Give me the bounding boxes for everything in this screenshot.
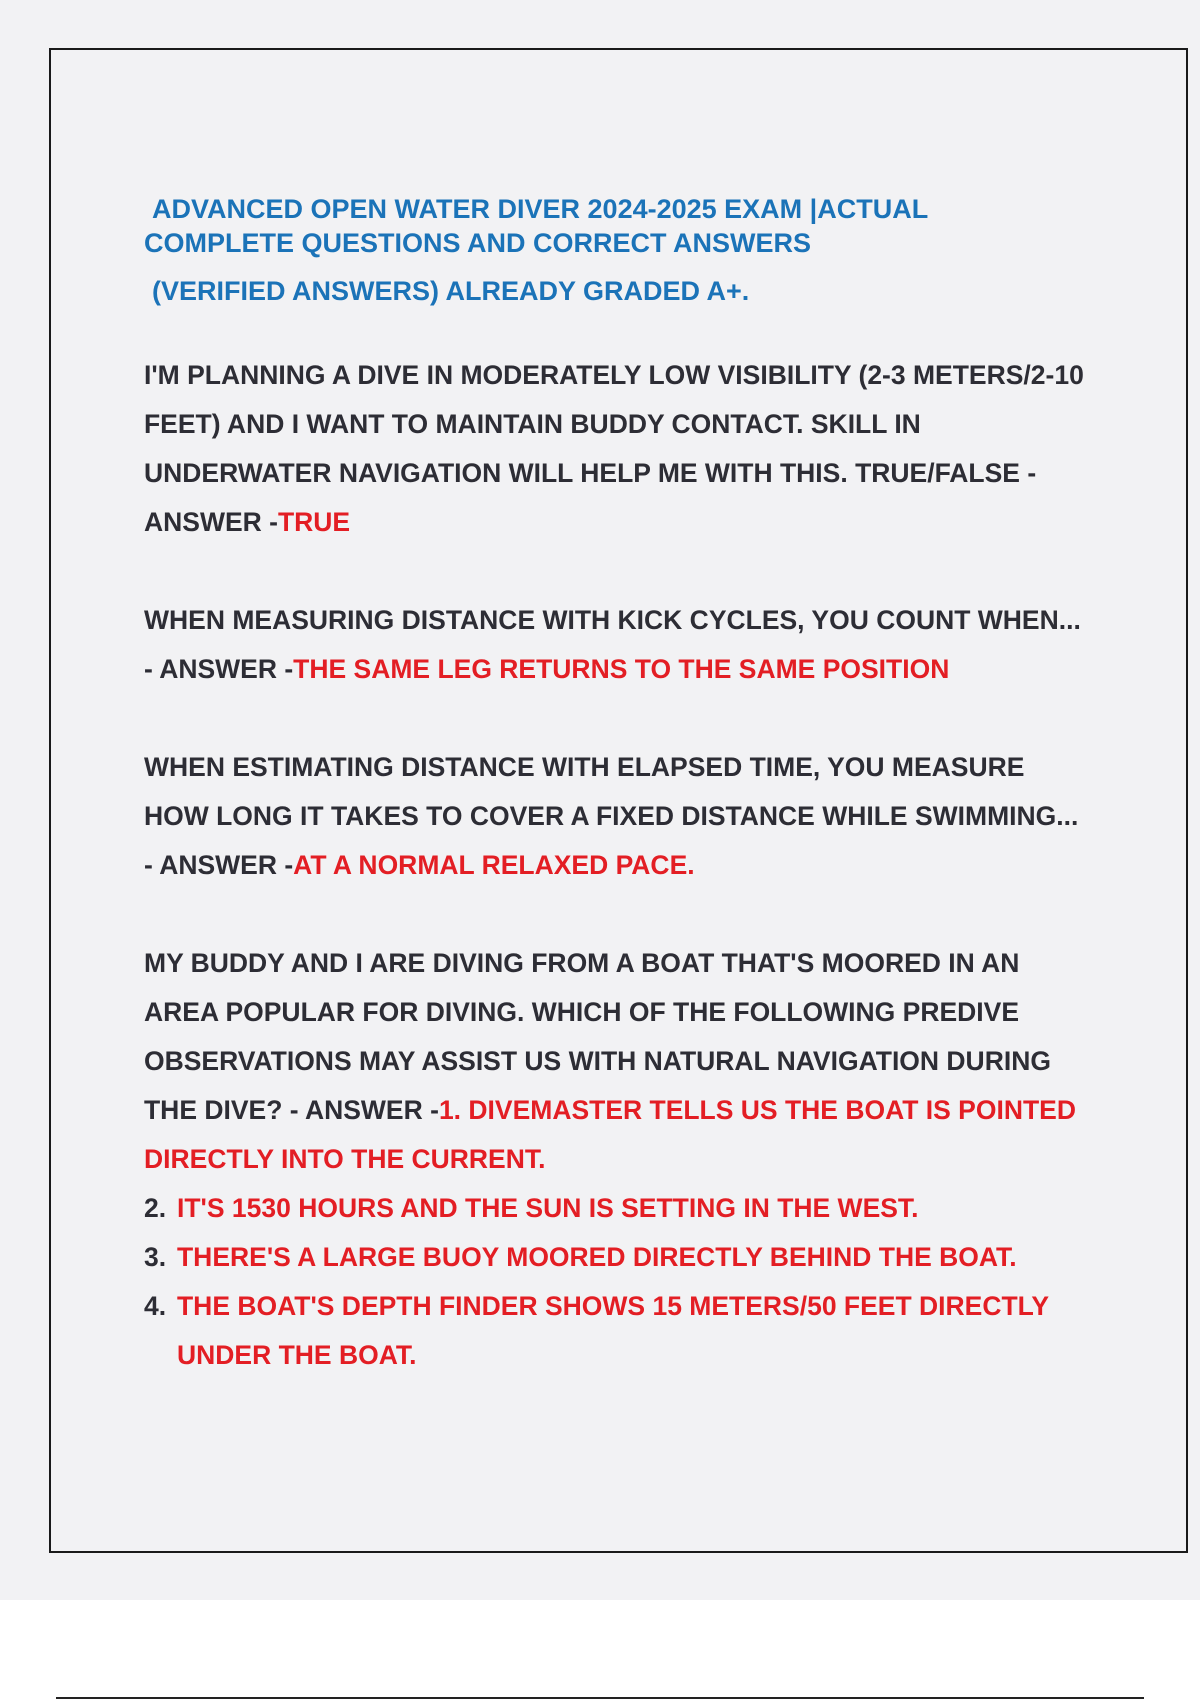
question-4 (144, 939, 1094, 1380)
answer-1: TRUE (277, 507, 351, 537)
answer-list-item (144, 1282, 1094, 1380)
question-2-text: WHEN MEASURING DISTANCE WITH KICK CYCLES, YOU COUNT WHEN... - ANSWER - (144, 605, 1081, 684)
bottom-divider (56, 1697, 1144, 1699)
list-number: 2. (144, 1193, 167, 1223)
list-number: 3. (144, 1242, 167, 1272)
list-text: THERE'S A LARGE BUOY MOORED DIRECTLY BEHIND THE BOAT. (177, 1242, 1017, 1272)
answer-list-item (144, 1184, 1094, 1233)
question-3 (144, 743, 1094, 890)
answer-4: 1. DIVEMASTER TELLS US THE BOAT IS POINTED DIRECTLY INTO THE CURRENT. (144, 1095, 1076, 1174)
answer-list-item (144, 1233, 1094, 1282)
title-line-3: (VERIFIED ANSWERS) ALREADY GRADED A+. (152, 276, 750, 306)
list-text: THE BOAT'S DEPTH FINDER SHOWS 15 METERS/50 FEET DIRECTLY UNDER THE BOAT. (177, 1291, 1049, 1370)
question-4-text: MY BUDDY AND I ARE DIVING FROM A BOAT THAT'S MOORED IN AN AREA POPULAR FOR DIVING. WHICH OF THE FOLLOWING PREDIVE OBSERVATIONS MAY ASSIST US WITH NATURAL NAVIGATION DURING THE DIVE? - ANSWER - (144, 948, 1051, 1125)
question-2 (144, 596, 1094, 694)
list-number: 4. (144, 1291, 167, 1321)
question-1-text: I'M PLANNING A DIVE IN MODERATELY LOW VISIBILITY (2-3 METERS/2-10 FEET) AND I WANT TO MAINTAIN BUDDY CONTACT. SKILL IN UNDERWATER NAVIGATION WILL HELP ME WITH THIS. TRUE/FALSE - ANSWER - (144, 360, 1084, 537)
document-content (144, 192, 1094, 1380)
answer-3: AT A NORMAL RELAXED PACE. (293, 850, 695, 880)
title-line-2: COMPLETE QUESTIONS AND CORRECT ANSWERS (144, 228, 812, 258)
question-1 (144, 351, 1094, 547)
question-4-body (144, 939, 1094, 1184)
title-line-1: ADVANCED OPEN WATER DIVER 2024-2025 EXAM |ACTUAL (152, 194, 929, 224)
answer-2: THE SAME LEG RETURNS TO THE SAME POSITION (293, 654, 950, 684)
document-title (144, 192, 1094, 308)
question-3-text: WHEN ESTIMATING DISTANCE WITH ELAPSED TIME, YOU MEASURE HOW LONG IT TAKES TO COVER A FIXED DISTANCE WHILE SWIMMING... - ANSWER - (144, 752, 1079, 880)
list-text: IT'S 1530 HOURS AND THE SUN IS SETTING IN THE WEST. (177, 1193, 919, 1223)
